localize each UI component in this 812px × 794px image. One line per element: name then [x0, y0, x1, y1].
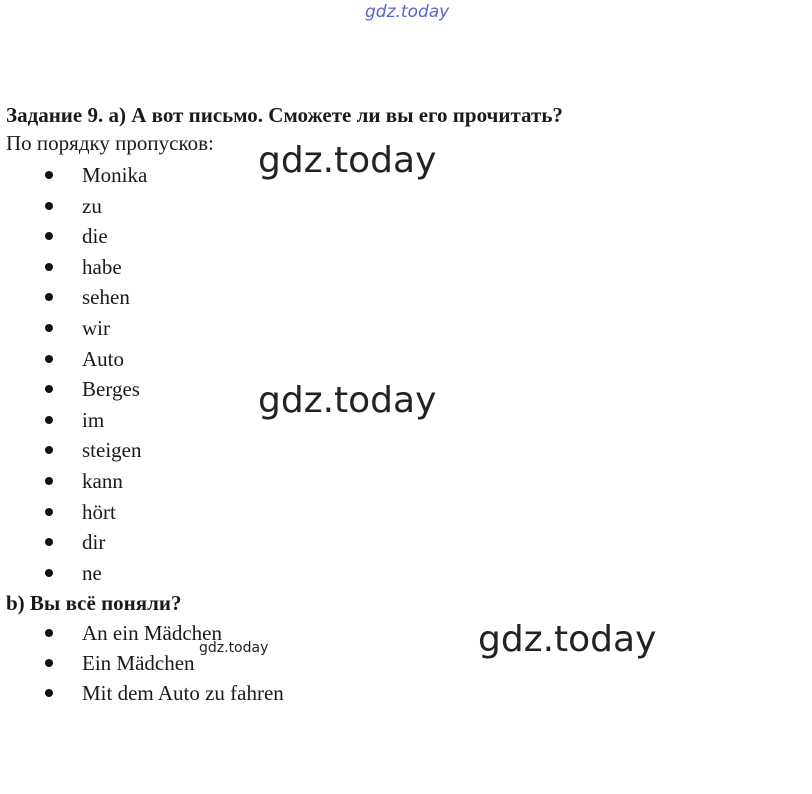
watermark: gdz.today	[258, 380, 437, 421]
bullet-icon	[45, 355, 53, 363]
list-item	[0, 283, 147, 314]
bullet-icon	[45, 477, 53, 485]
list-item-text: Ein Mädchen	[82, 651, 195, 675]
list-item-text: Berges	[82, 377, 140, 402]
list-item-text: habe	[82, 254, 122, 279]
bullet-icon	[45, 629, 53, 637]
list-item	[0, 345, 147, 376]
bullet-icon	[45, 689, 53, 697]
watermark-small: gdz.today	[199, 640, 269, 656]
list-item	[0, 528, 147, 559]
task-intro: По порядку пропусков:	[6, 131, 214, 155]
list-item-text: die	[82, 224, 108, 249]
list-item-text: Auto	[82, 346, 124, 371]
list-item-text: zu	[82, 193, 102, 218]
list-item-text: ne	[82, 560, 102, 585]
list-item-text: sehen	[82, 285, 130, 310]
bullet-icon	[45, 232, 53, 240]
list-item-text: An ein Mädchen	[82, 621, 222, 645]
task-heading-b: b) Вы всё поняли?	[6, 591, 182, 615]
list-item-text: steigen	[82, 438, 142, 463]
bullet-icon	[45, 569, 53, 577]
bullet-icon	[45, 508, 53, 516]
bullet-icon	[45, 446, 53, 454]
watermark: gdz.today	[258, 140, 437, 181]
bullet-icon	[45, 538, 53, 546]
bullet-icon	[45, 385, 53, 393]
list-item	[0, 679, 284, 709]
bullet-icon	[45, 293, 53, 301]
list-item	[0, 498, 147, 529]
list-item	[0, 436, 147, 467]
list-item	[0, 559, 147, 590]
bullet-icon	[45, 416, 53, 424]
bullet-icon	[45, 171, 53, 179]
bullet-icon	[45, 324, 53, 332]
list-item-text: im	[82, 407, 105, 432]
list-item	[0, 314, 147, 345]
answer-list-a	[0, 161, 147, 589]
list-item-text: hört	[82, 499, 116, 524]
list-item	[0, 467, 147, 498]
list-item	[0, 161, 147, 192]
bullet-icon	[45, 659, 53, 667]
watermark-top: gdz.today	[365, 2, 450, 22]
answer-list-b	[0, 619, 284, 709]
list-item	[0, 406, 147, 437]
list-item	[0, 375, 147, 406]
list-item	[0, 253, 147, 284]
bullet-icon	[45, 202, 53, 210]
list-item-text: wir	[82, 315, 110, 340]
list-item	[0, 192, 147, 223]
watermark: gdz.today	[478, 619, 657, 660]
list-item-text: dir	[82, 530, 106, 555]
bullet-icon	[45, 263, 53, 271]
task-heading-a: Задание 9. а) А вот письмо. Сможете ли вы его прочитать?	[6, 103, 563, 127]
list-item-text: Monika	[82, 163, 148, 187]
list-item-text: Mit dem Auto zu fahren	[82, 681, 284, 705]
list-item	[0, 222, 147, 253]
list-item-text: kann	[82, 468, 123, 493]
